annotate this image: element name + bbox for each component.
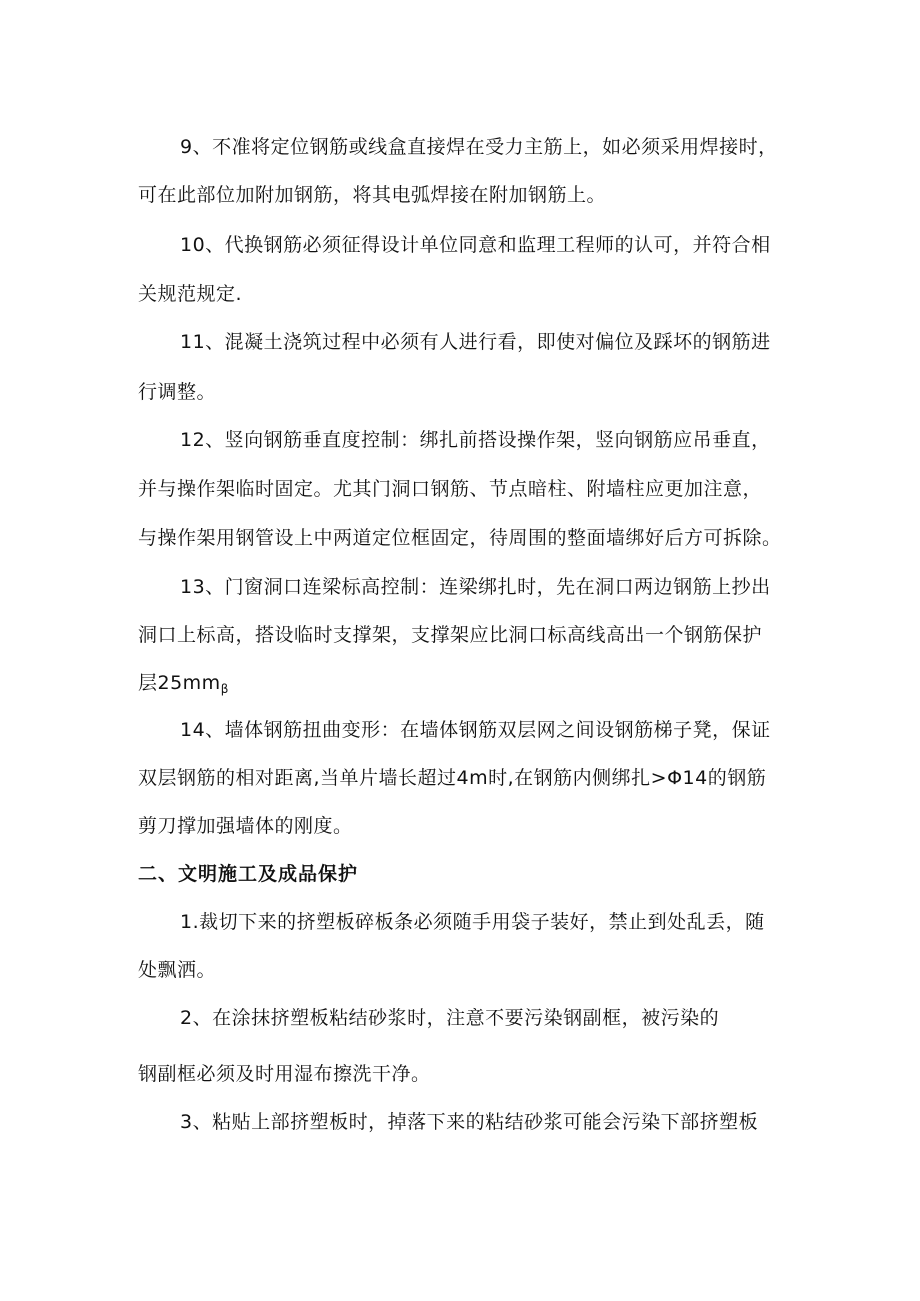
text-line-main: 层25mm [138, 672, 221, 694]
text-line: 2、在涂抹挤塑板粘结砂浆时，注意不要污染钢副框，被污染的 [180, 1007, 720, 1029]
text-line: 10、代换钢筋必须征得设计单位同意和监理工程师的认可，并符合相 [180, 234, 771, 256]
text-line: 14、墙体钢筋扭曲变形：在墙体钢筋双层网之间设钢筋梯子凳，保证 [180, 719, 771, 741]
text-line [138, 671, 229, 701]
text-line: 可在此部位加附加钢筋，将其电弧焊接在附加钢筋上。 [138, 184, 607, 206]
text-line: 处飘洒。 [138, 959, 217, 981]
text-line: 并与操作架临时固定。尤其门洞口钢筋、节点暗柱、附墙柱应更加注意， [138, 478, 763, 500]
text-line: 双层钢筋的相对距离,当单片墙长超过4m时,在钢筋内侧绑扎>Φ14的钢筋 [138, 767, 767, 789]
text-line: 与操作架用钢管设上中两道定位框固定，待周围的整面墙绑好后方可拆除。 [138, 527, 782, 549]
text-line: 3、粘贴上部挤塑板时，掉落下来的粘结砂浆可能会污染下部挤塑板 [180, 1111, 759, 1133]
text-line: 13、门窗洞口连梁标高控制：连梁绑扎时，先在洞口两边钢筋上抄出 [180, 576, 771, 598]
subscript-mark: β [220, 682, 229, 696]
text-line: 9、不准将定位钢筋或线盒直接焊在受力主筋上，如必须采用焊接时， [180, 136, 778, 158]
text-line: 洞口上标高，搭设临时支撑架，支撑架应比洞口标高线高出一个钢筋保护 [138, 624, 763, 646]
text-line: 钢副框必须及时用湿布擦洗干净。 [138, 1063, 431, 1085]
text-line: 11、混凝土浇筑过程中必须有人进行看，即使对偏位及踩坏的钢筋进 [180, 331, 771, 353]
text-line: 行调整。 [138, 381, 217, 403]
text-line: 1.裁切下来的挤塑板碎板条必须随手用袋子装好，禁止到处乱丢，随 [180, 911, 765, 933]
text-line: 剪刀撑加强墙体的刚度。 [138, 815, 353, 837]
text-line: 关规范规定. [138, 283, 243, 305]
text-line: 12、竖向钢筋垂直度控制：绑扎前搭设操作架，竖向钢筋应吊垂直， [180, 429, 771, 451]
section-heading: 二、文明施工及成品保护 [138, 863, 359, 885]
